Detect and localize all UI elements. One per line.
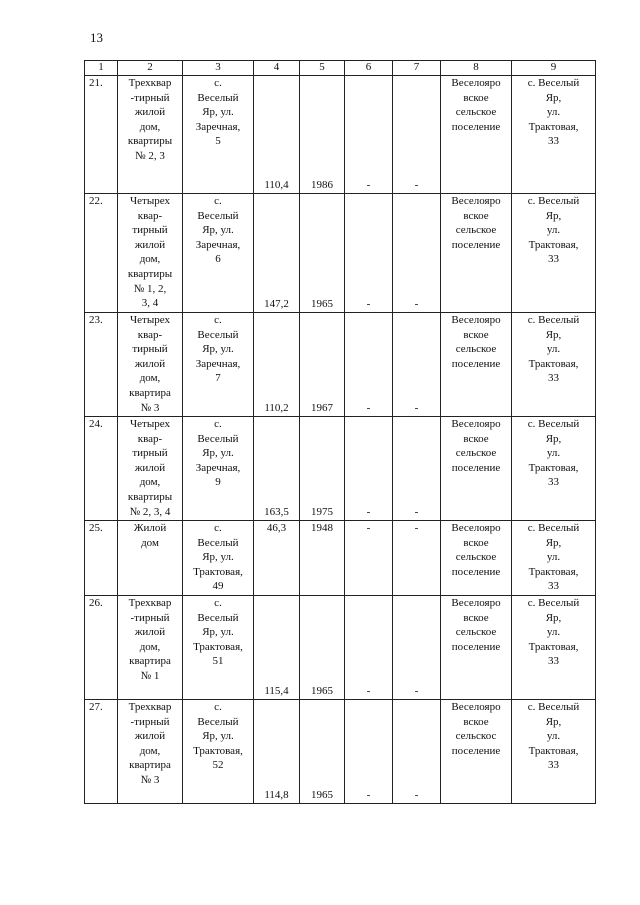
object-year: 1965 bbox=[300, 700, 345, 804]
column-7-value: - bbox=[393, 76, 441, 194]
object-address: с. Веселый Яр, ул. Трактовая, 49 bbox=[183, 521, 254, 596]
object-year: 1965 bbox=[300, 596, 345, 700]
column-6-value: - bbox=[345, 521, 393, 596]
row-number: 23. bbox=[85, 313, 118, 417]
row-number: 27. bbox=[85, 700, 118, 804]
object-area: 147,2 bbox=[254, 194, 300, 313]
column-header: 8 bbox=[441, 61, 512, 76]
object-name: Трехквар -тирный жилой дом, квартиры № 2, 3 bbox=[118, 76, 183, 194]
object-name: Трехквар -тирный жилой дом, квартира № 3 bbox=[118, 700, 183, 804]
object-address: с. Веселый Яр, ул. Заречная, 5 bbox=[183, 76, 254, 194]
column-header: 3 bbox=[183, 61, 254, 76]
column-header: 5 bbox=[300, 61, 345, 76]
column-7-value: - bbox=[393, 700, 441, 804]
owner-address: с. Веселый Яр, ул. Трактовая, 33 bbox=[512, 194, 596, 313]
owner-address: с. Веселый Яр, ул. Трактовая, 33 bbox=[512, 596, 596, 700]
object-year: 1986 bbox=[300, 76, 345, 194]
table-row bbox=[85, 194, 596, 313]
table-row bbox=[85, 700, 596, 804]
object-address: с. Веселый Яр, ул. Трактовая, 51 bbox=[183, 596, 254, 700]
column-7-value: - bbox=[393, 521, 441, 596]
column-7-value: - bbox=[393, 313, 441, 417]
page-number: 13 bbox=[90, 30, 103, 45]
column-header: 7 bbox=[393, 61, 441, 76]
object-area: 110,2 bbox=[254, 313, 300, 417]
object-year: 1948 bbox=[300, 521, 345, 596]
column-6-value: - bbox=[345, 596, 393, 700]
object-year: 1967 bbox=[300, 313, 345, 417]
row-number: 24. bbox=[85, 417, 118, 521]
object-name: Четырех квар- тирный жилой дом, квартиры № 2, 3, 4 bbox=[118, 417, 183, 521]
table-row bbox=[85, 521, 596, 596]
owner-address: с. Веселый Яр, ул. Трактовая, 33 bbox=[512, 76, 596, 194]
object-address: с. Веселый Яр, ул. Заречная, 9 bbox=[183, 417, 254, 521]
property-register-table bbox=[84, 60, 596, 804]
column-header: 9 bbox=[512, 61, 596, 76]
object-name: Четырех квар- тирный жилой дом, квартира № 3 bbox=[118, 313, 183, 417]
object-address: с. Веселый Яр, ул. Заречная, 6 bbox=[183, 194, 254, 313]
object-address: с. Веселый Яр, ул. Трактовая, 52 bbox=[183, 700, 254, 804]
column-6-value: - bbox=[345, 194, 393, 313]
table-row bbox=[85, 596, 596, 700]
owner-address: с. Веселый Яр, ул. Трактовая, 33 bbox=[512, 700, 596, 804]
row-number: 26. bbox=[85, 596, 118, 700]
object-year: 1965 bbox=[300, 194, 345, 313]
owner-address: с. Веселый Яр, ул. Трактовая, 33 bbox=[512, 417, 596, 521]
row-number: 22. bbox=[85, 194, 118, 313]
object-name: Трехквар -тирный жилой дом, квартира № 1 bbox=[118, 596, 183, 700]
table-row bbox=[85, 76, 596, 194]
row-number: 21. bbox=[85, 76, 118, 194]
column-6-value: - bbox=[345, 417, 393, 521]
row-number: 25. bbox=[85, 521, 118, 596]
owner-name: Веселояро вское сельское поселение bbox=[441, 194, 512, 313]
column-7-value: - bbox=[393, 596, 441, 700]
owner-address: с. Веселый Яр, ул. Трактовая, 33 bbox=[512, 313, 596, 417]
column-7-value: - bbox=[393, 417, 441, 521]
object-area: 46,3 bbox=[254, 521, 300, 596]
object-area: 163,5 bbox=[254, 417, 300, 521]
owner-name: Веселояро вское сельское поселение bbox=[441, 521, 512, 596]
object-address: с. Веселый Яр, ул. Заречная, 7 bbox=[183, 313, 254, 417]
object-name: Четырех квар- тирный жилой дом, квартиры № 1, 2, 3, 4 bbox=[118, 194, 183, 313]
column-header: 4 bbox=[254, 61, 300, 76]
owner-address: с. Веселый Яр, ул. Трактовая, 33 bbox=[512, 521, 596, 596]
object-name: Жилой дом bbox=[118, 521, 183, 596]
owner-name: Веселояро вское сельское поселение bbox=[441, 313, 512, 417]
owner-name: Веселояро вское сельское поселение bbox=[441, 596, 512, 700]
column-7-value: - bbox=[393, 194, 441, 313]
column-6-value: - bbox=[345, 313, 393, 417]
column-6-value: - bbox=[345, 76, 393, 194]
object-year: 1975 bbox=[300, 417, 345, 521]
column-number-row bbox=[85, 61, 596, 76]
owner-name: Веселояро вское сельское поселение bbox=[441, 417, 512, 521]
owner-name: Веселояро вское сельское поселение bbox=[441, 76, 512, 194]
owner-name: Веселояро вское сельскос поселение bbox=[441, 700, 512, 804]
object-area: 115,4 bbox=[254, 596, 300, 700]
column-header: 2 bbox=[118, 61, 183, 76]
column-6-value: - bbox=[345, 700, 393, 804]
column-header: 6 bbox=[345, 61, 393, 76]
object-area: 110,4 bbox=[254, 76, 300, 194]
table-row bbox=[85, 417, 596, 521]
object-area: 114,8 bbox=[254, 700, 300, 804]
column-header: 1 bbox=[85, 61, 118, 76]
table-row bbox=[85, 313, 596, 417]
